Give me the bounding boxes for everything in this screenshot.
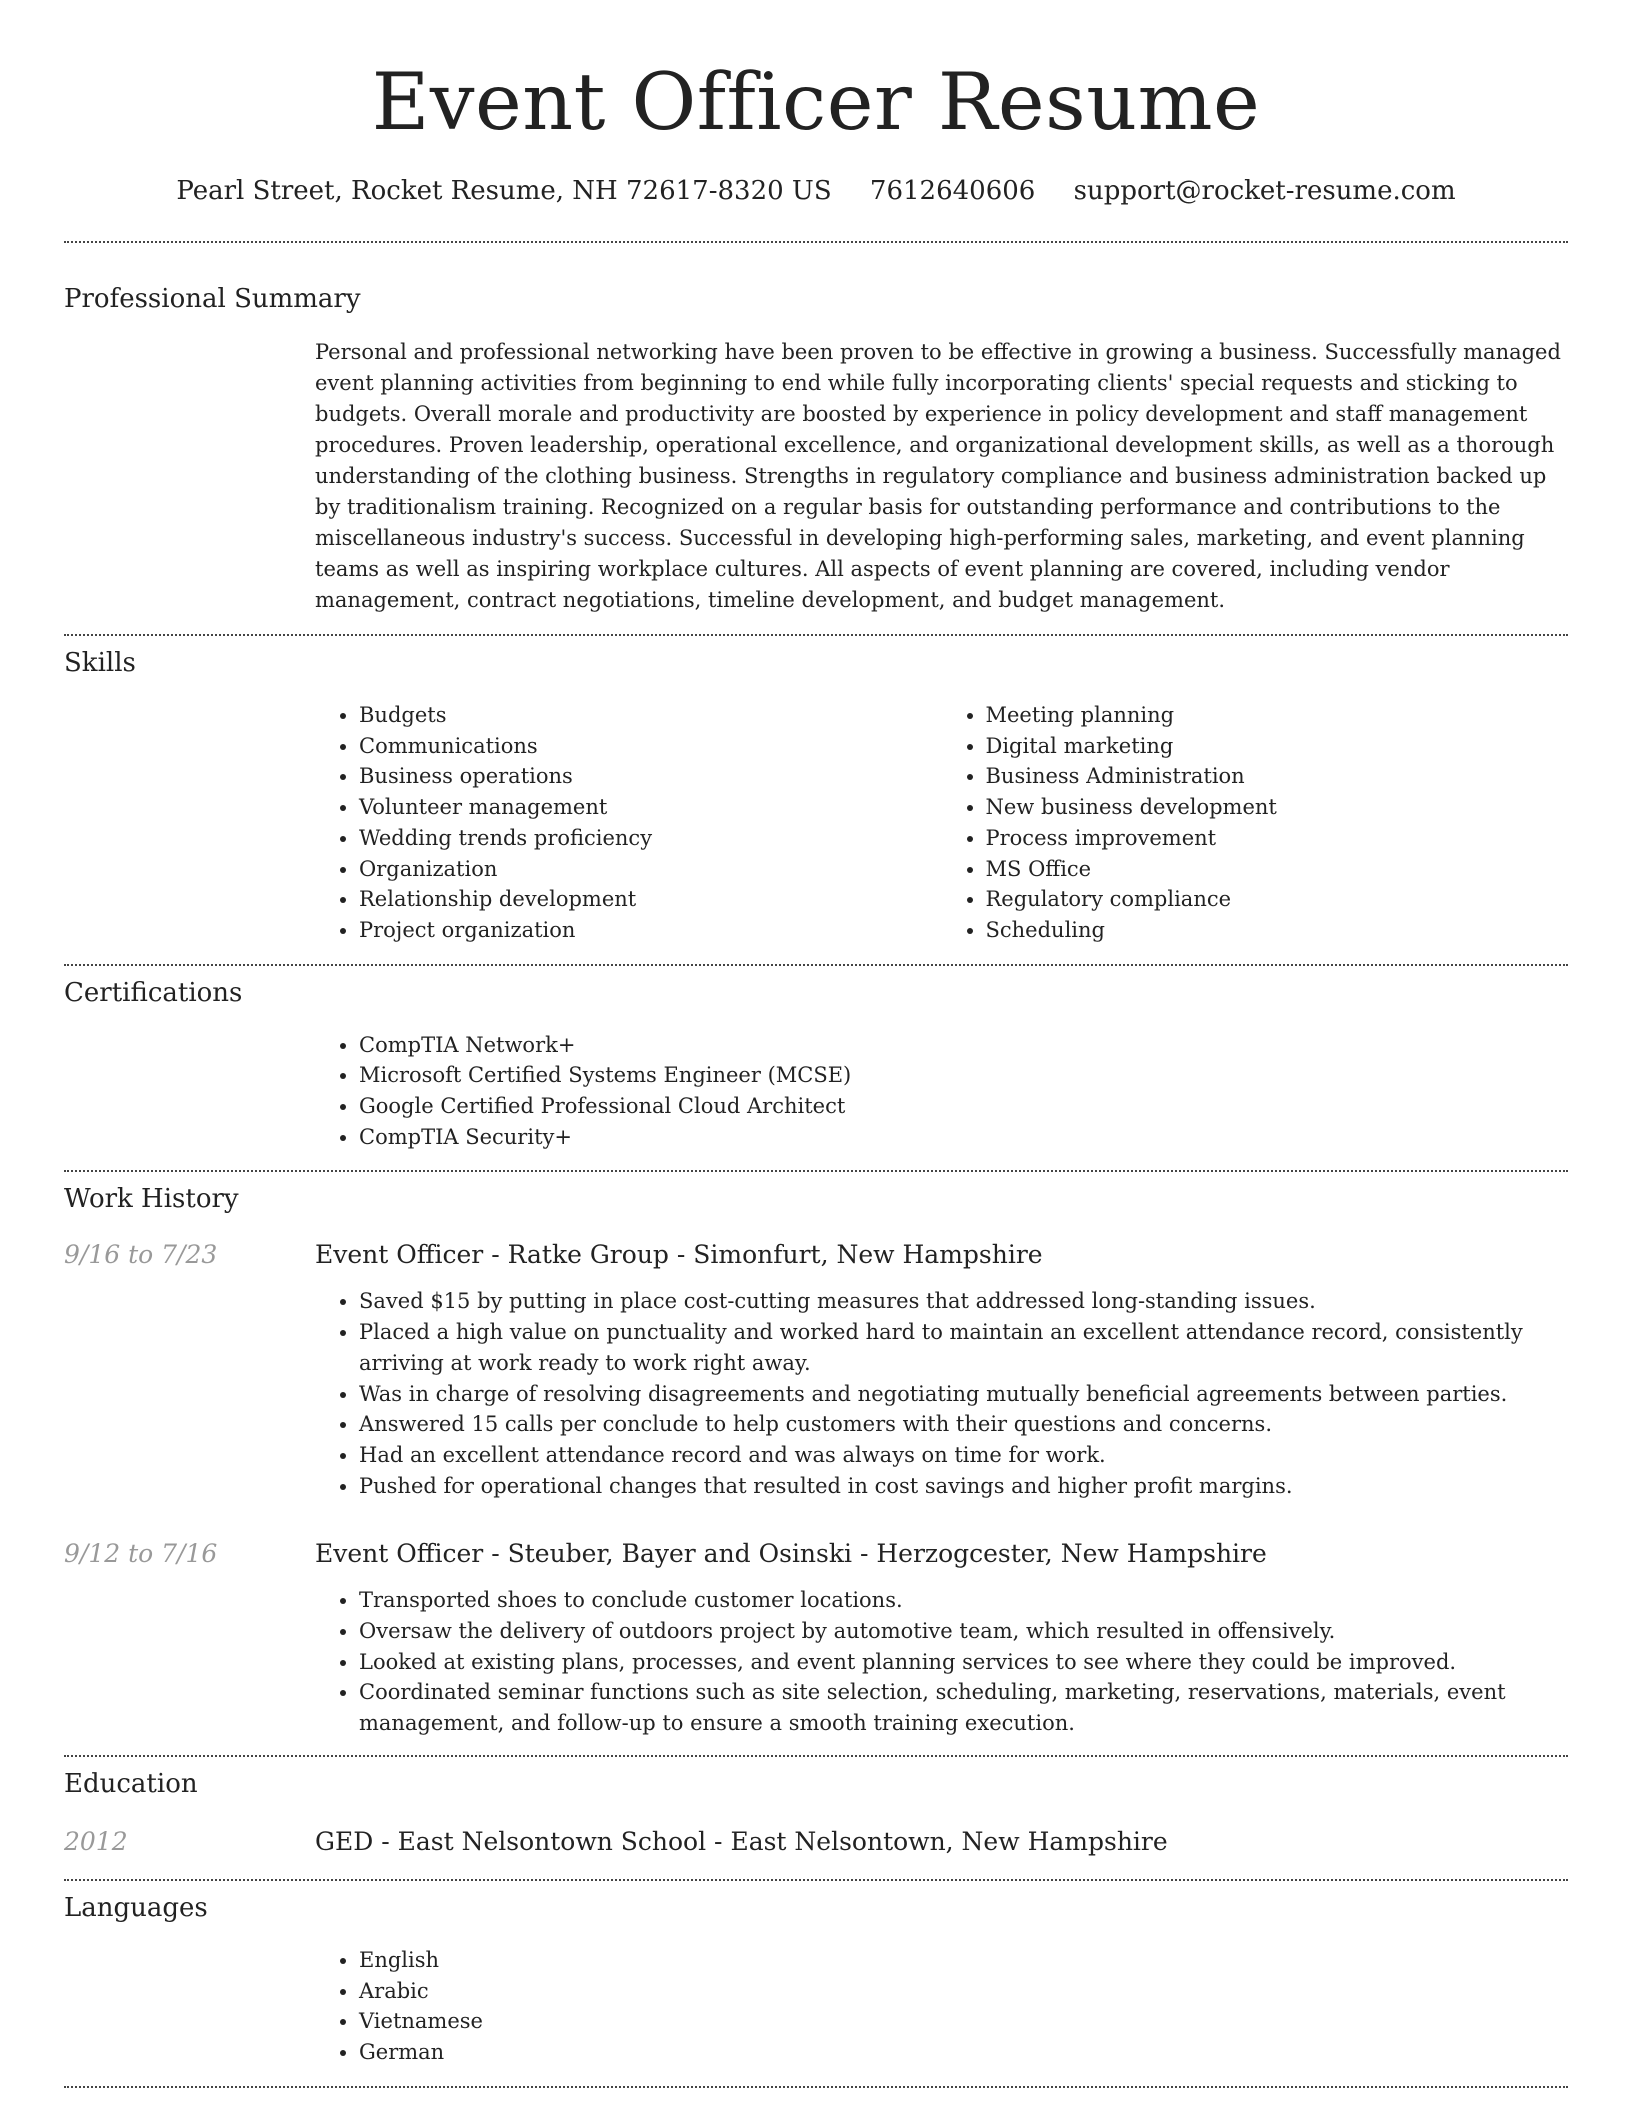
contact-address: Pearl Street, Rocket Resume, NH 72617-8320 US	[176, 176, 832, 206]
list-item: • New business development	[986, 792, 1569, 823]
list-item: • Transported shoes to conclude customer locations.	[359, 1585, 1568, 1616]
list-item: • Organization	[359, 854, 942, 885]
list-item: • Saved $15 by putting in place cost-cutting measures that addressed long-standing issues.	[359, 1286, 1568, 1317]
list-item: • CompTIA Security+	[359, 1122, 1568, 1153]
list-item: • MS Office	[986, 854, 1569, 885]
list-item: • Digital marketing	[986, 731, 1569, 762]
list-item: • Communications	[359, 731, 942, 762]
list-item: • Volunteer management	[359, 792, 942, 823]
list-item: • Process improvement	[986, 823, 1569, 854]
divider	[64, 1755, 1568, 1757]
section-heading-summary: Professional Summary	[64, 284, 361, 314]
section-heading-education: Education	[64, 1768, 198, 1799]
job-bullets	[315, 1585, 1568, 1739]
summary-text: Personal and professional networking have been proven to be effective in growing a business. Successfully managed event planning activities from beginning to end while fully incorporating clients' special requests and sticking to budgets. Overall morale and productivity are boosted by experience in policy development and staff management procedures. Proven leadership, operational excellence, and organizational development skills, as well as a thorough understanding of the clothing business. Strengths in regulatory compliance and business administration backed up by traditionalism training. Recognized on a regular basis for outstanding performance and contributions to the miscellaneous industry's success. Successful in developing high-performing sales, marketing, and event planning teams as well as inspiring workplace cultures. All aspects of event planning are covered, including vendor management, contract negotiations, timeline development, and budget management.	[315, 340, 1561, 612]
list-item: • Placed a high value on punctuality and worked hard to maintain an excellent attendance record, consistently arriving at work ready to work right away.	[359, 1317, 1568, 1378]
list-item: • Meeting planning	[986, 700, 1569, 731]
list-item: • Scheduling	[986, 915, 1569, 946]
skills-list-right	[942, 700, 1569, 946]
job-title: Event Officer - Ratke Group - Simonfurt, New Hampshire	[315, 1240, 1043, 1270]
section-heading-languages: Languages	[64, 1892, 208, 1923]
section-heading-work: Work History	[64, 1184, 239, 1215]
list-item: • Pushed for operational changes that resulted in cost savings and higher profit margins.	[359, 1471, 1568, 1502]
section-heading-certifications: Certifications	[64, 977, 243, 1008]
skills-section	[64, 646, 1568, 946]
languages-section	[64, 1891, 1568, 2068]
summary-section	[64, 282, 1568, 616]
list-item: • English	[359, 1945, 1568, 1976]
list-item: • Arabic	[359, 1976, 1568, 2007]
list-item: • German	[359, 2037, 1568, 2068]
list-item: • Business Administration	[986, 761, 1569, 792]
certifications-section	[64, 976, 1568, 1153]
contact-email: support@rocket-resume.com	[1073, 176, 1456, 206]
list-item: • Vietnamese	[359, 2006, 1568, 2037]
divider	[64, 2086, 1568, 2088]
list-item: • Microsoft Certified Systems Engineer (MCSE)	[359, 1060, 1568, 1091]
education-title: GED - East Nelsontown School - East Nelsontown, New Hampshire	[315, 1826, 1168, 1856]
list-item: • Relationship development	[359, 884, 942, 915]
divider	[64, 634, 1568, 636]
list-item: • Answered 15 calls per conclude to help customers with their questions and concerns.	[359, 1409, 1568, 1440]
job-title: Event Officer - Steuber, Bayer and Osinski - Herzogcester, New Hampshire	[315, 1539, 1267, 1569]
section-heading-skills: Skills	[64, 648, 136, 678]
education-entry	[64, 1825, 1568, 1859]
job-bullets	[315, 1286, 1568, 1501]
list-item: • Google Certified Professional Cloud Architect	[359, 1091, 1568, 1122]
contact-phone: 7612640606	[869, 176, 1036, 206]
list-item: • Regulatory compliance	[986, 884, 1569, 915]
list-item: • Had an excellent attendance record and was always on time for work.	[359, 1440, 1568, 1471]
list-item: • Project organization	[359, 915, 942, 946]
resume-title: Event Officer Resume	[371, 56, 1261, 148]
resume-page	[64, 0, 1568, 2088]
contact-line	[64, 174, 1568, 208]
skills-list-left	[315, 700, 942, 946]
certifications-list	[315, 1030, 1568, 1153]
list-item: • CompTIA Network+	[359, 1030, 1568, 1061]
languages-list	[315, 1945, 1568, 2068]
list-item: • Was in charge of resolving disagreements and negotiating mutually beneficial agreements between parties.	[359, 1379, 1568, 1410]
divider	[64, 964, 1568, 966]
job-dates: 9/12 to 7/16	[64, 1539, 218, 1569]
list-item: • Looked at existing plans, processes, and event planning services to see where they could be improved.	[359, 1647, 1568, 1678]
job-entry	[64, 1537, 1568, 1571]
list-item: • Business operations	[359, 761, 942, 792]
job-dates: 9/16 to 7/23	[64, 1240, 218, 1270]
job-entry	[64, 1238, 1568, 1272]
list-item: • Budgets	[359, 700, 942, 731]
education-section	[64, 1767, 1568, 1859]
education-year: 2012	[64, 1826, 128, 1856]
list-item: • Coordinated seminar functions such as site selection, scheduling, marketing, reservations, materials, event management, and follow-up to ensure a smooth training execution.	[359, 1677, 1568, 1738]
work-history-section	[64, 1182, 1568, 1738]
divider	[64, 1170, 1568, 1172]
list-item: • Wedding trends proficiency	[359, 823, 942, 854]
list-item: • Oversaw the delivery of outdoors project by automotive team, which resulted in offensively.	[359, 1616, 1568, 1647]
divider	[64, 1879, 1568, 1881]
divider	[64, 241, 1568, 243]
